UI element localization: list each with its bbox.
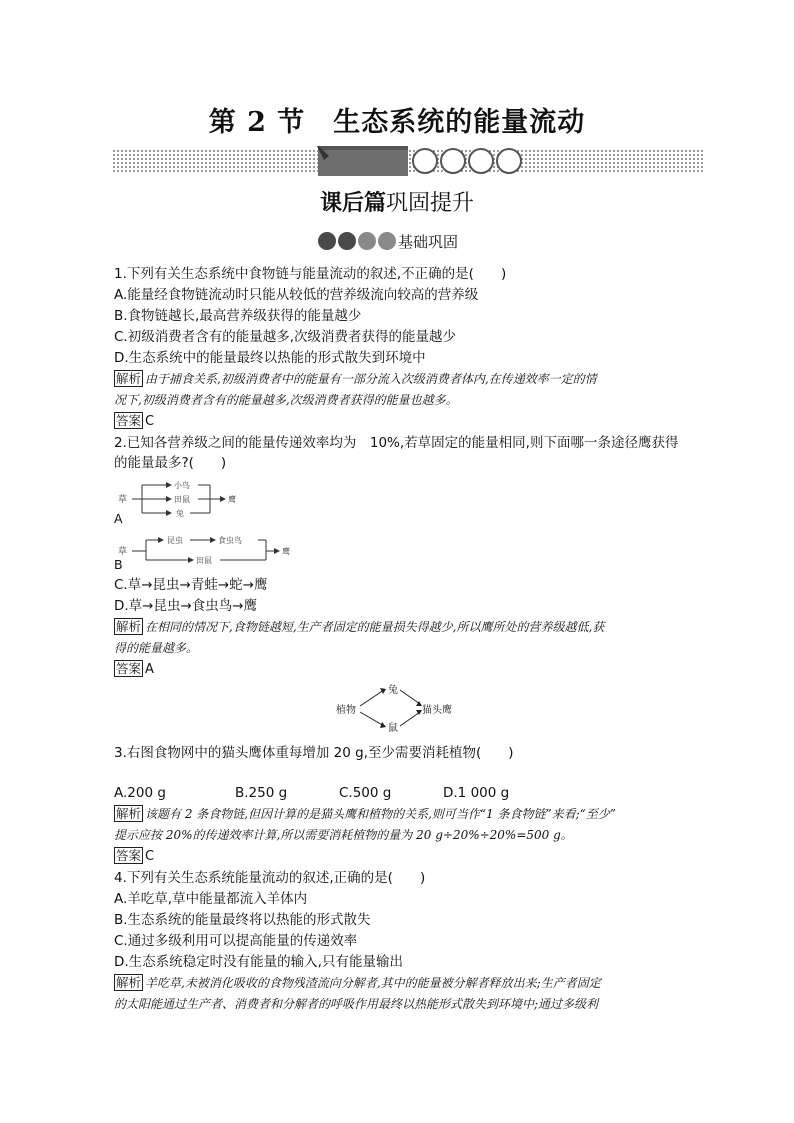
q2-label-a: A <box>114 511 123 526</box>
q1-option-c: C.初级消费者含有的能量越多,次级消费者获得的能量越少 <box>114 329 457 345</box>
level-dot-icon <box>358 232 376 250</box>
q1-explanation-line1: 由于捕食关系,初级消费者中的能量有一部分流入次级消费者体内,在传递效率一定的情 <box>145 372 597 386</box>
diagram-node: 小鸟 <box>174 481 190 490</box>
q1-explanation <box>114 369 684 411</box>
q2-option-c: C.草→昆虫→青蛙→蛇→鹰 <box>114 577 268 593</box>
diagram-node: 草 <box>118 547 128 557</box>
diagram-node: 鹰 <box>282 547 290 556</box>
answer-tag: 答案 <box>116 413 142 428</box>
q1-answer-value: C <box>145 414 155 429</box>
diagram-node: 食虫鸟 <box>218 536 242 545</box>
subtitle <box>0 186 794 217</box>
q3-option-a: A.200 g <box>114 785 166 801</box>
title-banner-decoration <box>113 146 703 176</box>
q2-answer <box>114 660 154 679</box>
q4-option-d: D.生态系统稳定时没有能量的输入,只有能量输出 <box>114 954 403 970</box>
q3-stem: 3.右图食物网中的猫头鹰体重每增加 20 g,至少需要消耗植物( ) <box>114 745 514 761</box>
q2-stem-line1: 2.已知各营养级之间的能量传递效率均为 10%,若草固定的能量相同,则下面哪一条途径鹰获得 <box>114 435 679 451</box>
level-dot-icon <box>338 232 356 250</box>
q3-option-b: B.250 g <box>235 785 288 801</box>
q2-answer-value: A <box>145 662 154 677</box>
answer-tag: 答案 <box>116 661 142 676</box>
q4-option-c: C.通过多级利用可以提高能量的传递效率 <box>114 933 358 949</box>
q4-explanation-line1: 羊吃草,未被消化吸收的食物残渣流向分解者,其中的能量被分解者释放出来;生产者固定 <box>145 976 601 990</box>
q1-stem: 1.下列有关生态系统中食物链与能量流动的叙述,不正确的是( ) <box>114 266 507 282</box>
diagram-node: 兔 <box>176 509 184 518</box>
q2-explanation <box>114 617 684 659</box>
diagram-node: 猫头鹰 <box>422 705 452 716</box>
q3-explanation-line2: 提示应按 20%的传递效率计算,所以需要消耗植物的量为 20 g÷20%÷20%=500 g。 <box>114 828 573 842</box>
diagram-node: 兔 <box>388 685 398 696</box>
q4-explanation <box>114 973 684 1015</box>
explanation-tag: 解析 <box>116 619 142 634</box>
diagram-node: 田鼠 <box>174 495 190 504</box>
diagram-node: 田鼠 <box>196 556 212 565</box>
section-heading <box>318 230 458 252</box>
q3-explanation <box>114 804 684 846</box>
q1-option-a: A.能量经食物链流动时只能从较低的营养级流向较高的营养级 <box>114 287 479 303</box>
q2-stem-line2: 的能量最多?( ) <box>114 455 227 471</box>
subtitle-bold: 课后篇 <box>319 190 386 216</box>
q1-option-b: B.食物链越长,最高营养级获得的能量越少 <box>114 308 362 324</box>
q1-option-d: D.生态系统中的能量最终以热能的形式散失到环境中 <box>114 350 426 366</box>
level-dot-icon <box>378 232 396 250</box>
diagram-node: 昆虫 <box>167 536 183 545</box>
q3-option-c: C.500 g <box>339 785 392 801</box>
q4-option-b: B.生态系统的能量最终将以热能的形式散失 <box>114 912 371 928</box>
diagram-node: 植物 <box>336 705 356 716</box>
answer-tag: 答案 <box>116 848 142 863</box>
subtitle-rest: 巩固提升 <box>386 191 475 216</box>
page-title: 第 2 节 生态系统的能量流动 <box>208 107 586 138</box>
explanation-tag: 解析 <box>116 806 142 821</box>
level-dot-icon <box>318 232 336 250</box>
q2-label-b: B <box>114 557 123 572</box>
section-label: 基础巩固 <box>398 232 459 251</box>
q2-explanation-line2: 得的能量越多。 <box>114 641 199 655</box>
explanation-tag: 解析 <box>116 371 142 386</box>
diagram-node: 鹰 <box>228 495 236 504</box>
diagram-node: 草 <box>118 495 128 505</box>
q4-explanation-line2: 的太阳能通过生产者、消费者和分解者的呼吸作用最终以热能形式散失到环境中;通过多级利 <box>114 997 599 1011</box>
q3-food-web-diagram <box>336 684 466 734</box>
q3-answer-value: C <box>145 849 155 864</box>
q3-explanation-line1: 该题有 2 条食物链,但因计算的是猫头鹰和植物的关系,则可当作“1 条食物链”来看;“至少” <box>145 807 616 821</box>
q3-option-d: D.1 000 g <box>443 785 510 801</box>
q4-option-a: A.羊吃草,草中能量都流入羊体内 <box>114 891 308 907</box>
q2-explanation-line1: 在相同的情况下,食物链越短,生产者固定的能量损失得越少,所以鹰所处的营养级越低,获 <box>145 620 605 634</box>
q1-explanation-line2: 况下,初级消费者含有的能量越多,次级消费者获得的能量也越多。 <box>114 393 458 407</box>
q3-answer <box>114 847 154 866</box>
explanation-tag: 解析 <box>116 975 142 990</box>
q1-answer <box>114 412 154 431</box>
q4-stem: 4.下列有关生态系统能量流动的叙述,正确的是( ) <box>114 870 426 886</box>
q2-option-d: D.草→昆虫→食虫鸟→鹰 <box>114 598 258 614</box>
q2-diagram-b <box>118 532 298 566</box>
q2-diagram-a <box>118 477 258 521</box>
diagram-node: 鼠 <box>388 723 398 734</box>
